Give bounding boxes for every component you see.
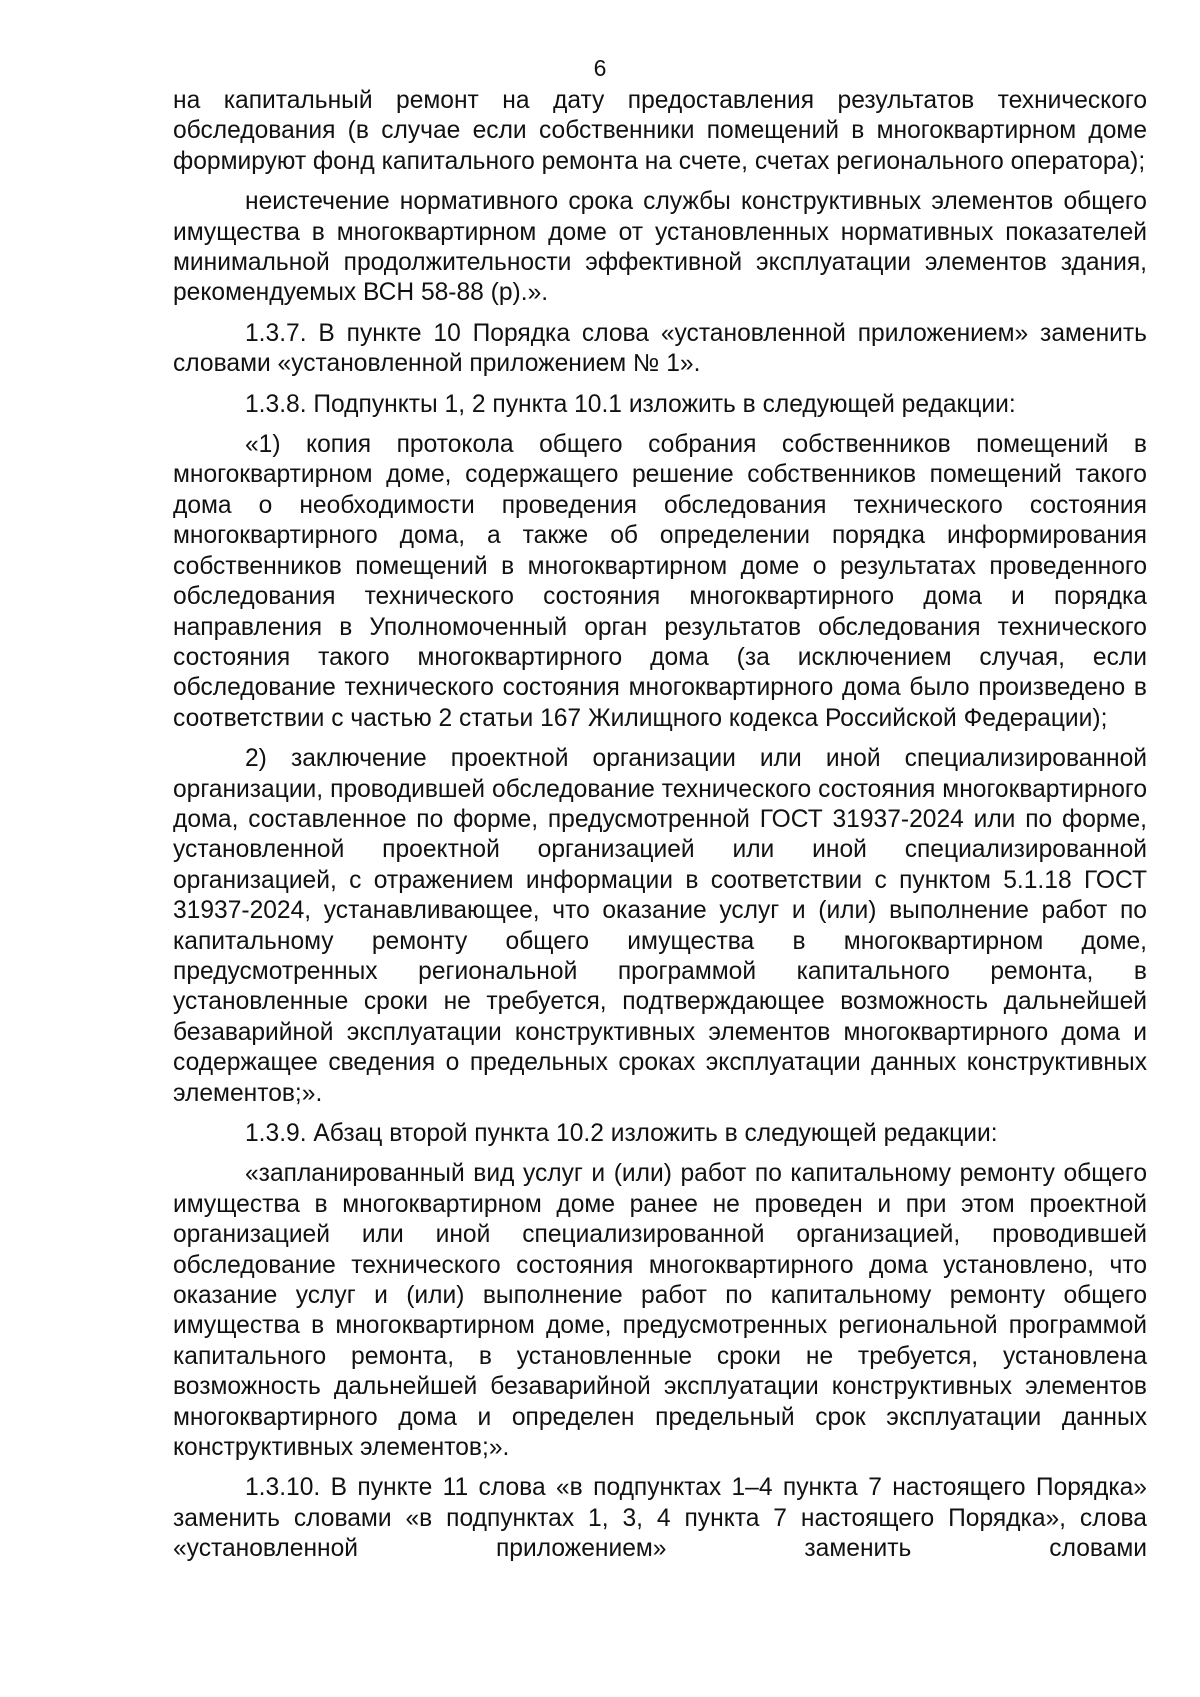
paragraph-1-3-8: 1.3.8. Подпункты 1, 2 пункта 10.1 изложить в следующей редакции: bbox=[245, 390, 1016, 418]
paragraph-1-3-9: 1.3.9. Абзац второй пункта 10.2 изложить в следующей редакции: bbox=[245, 1120, 998, 1147]
paragraph-subitem-2: 2) заключение проектной организации или иной специализированной организации, проводившей обследование технического состояния многоквартирного дома, составленное по форме, предусмотренной ГОСТ 31937-2024 или по форме, установленной проектной организацией или иной специализированной организацией, с отражением информации в соответствии с пунктом 5.1.18 ГОСТ 31937-2024, устанавливающее, что оказание услуг и (или) выполнение работ по капитальному ремонту общего имущества в многоквартирном доме, предусмотренных региональной программой капитального ремонта, в установленные сроки не требуется, подтверждающее возможность дальнейшей безаварийной эксплуатации конструктивных элементов многоквартирного дома и содержащее сведения о предельных сроках эксплуатации данных конструктивных элементов;». bbox=[173, 745, 1147, 1107]
paragraph-1-3-7: 1.3.7. В пункте 10 Порядка слова «установленной приложением» заменить словами «установленной приложением № 1». bbox=[173, 319, 1147, 378]
paragraph-nonexpiry: неистечение нормативного срока службы конструктивных элементов общего имущества в многоквартирном доме от установленных нормативных показателей минимальной продолжительности эффективной эксплуатации элементов здания, рекомендуемых ВСН 58-88 (р).». bbox=[173, 188, 1147, 307]
page-number: 6 bbox=[593, 55, 607, 81]
paragraph-continuation: на капитальный ремонт на дату предоставления результатов технического обследования (в случае если собственники помещений в многоквартирном доме формируют фонд капитального ремонта на счете, счетах регионального оператора); bbox=[173, 87, 1147, 175]
paragraph-1-3-10: 1.3.10. В пункте 11 слова «в подпунктах 1–4 пункта 7 настоящего Порядка» заменить словами «в подпунктах 1, 3, 4 пункта 7 настоящего Порядка», слова «установленной приложением» заменить словами bbox=[173, 1474, 1147, 1563]
paragraph-planned-works: «запланированный вид услуг и (или) работ по капитальному ремонту общего имущества в многоквартирном доме ранее не проведен и при этом проектной организацией или иной специализированной организацией, проводившей обследование технического состояния многоквартирного дома установлено, что оказание услуг и (или) выполнение работ по капитальному ремонту общего имущества в многоквартирном доме, предусмотренных региональной программой капитального ремонта, в установленные сроки не требуется, установлена возможность дальнейшей безаварийной эксплуатации конструктивных элементов многоквартирного дома и определен предельный срок эксплуатации данных конструктивных элементов;». bbox=[173, 1160, 1147, 1462]
document-body bbox=[173, 86, 1147, 1565]
paragraph-subitem-1: «1) копия протокола общего собрания собственников помещений в многоквартирном доме, содержащего решение собственников помещений такого дома о необходимости проведения обследования технического состояния многоквартирного дома, а также об определении порядка информирования собственников помещений в многоквартирном доме о результатах проведенного обследования технического состояния многоквартирного дома и порядка направления в Уполномоченный орган результатов обследования технического состояния такого многоквартирного дома (за исключением случая, если обследование технического состояния многоквартирного дома было произведено в соответствии с частью 2 статьи 167 Жилищного кодекса Российской Федерации); bbox=[173, 431, 1147, 732]
